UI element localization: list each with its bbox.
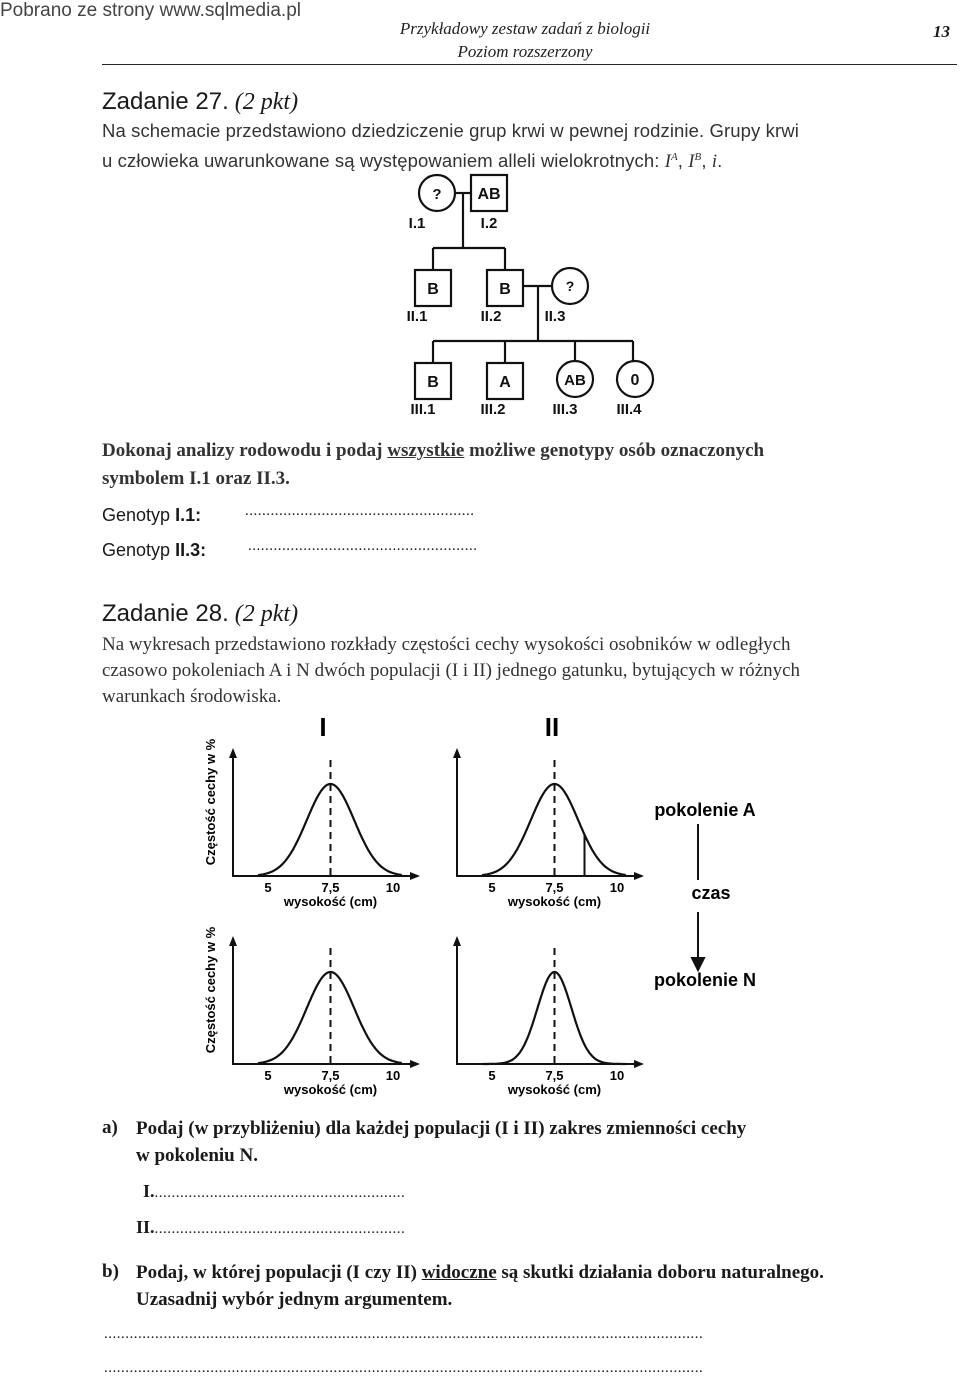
- y-axis-arrow: [229, 748, 237, 758]
- graph-axes: [233, 750, 418, 876]
- allele-IA-sup: A: [670, 151, 678, 163]
- header-subject: Przykładowy zestaw zadań z biologii: [399, 19, 651, 38]
- x-axis-arrow: [410, 872, 420, 880]
- question-b-text: [136, 1259, 954, 1313]
- xlabel: wysokość (cm): [507, 1082, 602, 1097]
- pedigree-I2-label: AB: [477, 186, 501, 203]
- tick-label-5: 5: [264, 1068, 272, 1083]
- ylabel-bottom: Częstość cechy w %: [203, 926, 218, 1054]
- genotype-id-2: II.3:: [175, 540, 207, 560]
- x-axis-arrow: [634, 872, 644, 880]
- label-generation-A: pokolenie A: [654, 800, 756, 820]
- xlabel: wysokość (cm): [283, 1082, 378, 1097]
- graph-axes: [457, 750, 642, 876]
- task27-instruction-line1: [102, 438, 954, 464]
- distribution-graph-4: [453, 936, 644, 1097]
- header-rule: [102, 64, 957, 65]
- genotype-label-1: Genotyp: [102, 505, 171, 525]
- tick-label-7_5: 7,5: [321, 880, 340, 895]
- distribution-graph-2: [453, 748, 644, 909]
- xlabel: wysokość (cm): [507, 894, 602, 909]
- column-label-I: I: [319, 712, 327, 742]
- question-a-text: [136, 1115, 954, 1169]
- task28-intro: [102, 632, 954, 710]
- answer-a-label-II: II.: [136, 1217, 155, 1237]
- answer-a-blank-I[interactable]: ...........................................................: [154, 1185, 406, 1201]
- x-axis-arrow: [410, 1060, 420, 1068]
- pedigree-I1-label: ?: [432, 186, 442, 203]
- page-number: 13: [933, 22, 950, 41]
- genotype-answer-2: [102, 540, 206, 561]
- pedigree-III2-label: A: [499, 374, 511, 391]
- answer-a-blank-II[interactable]: ...........................................................: [154, 1221, 406, 1237]
- tick-label-5: 5: [488, 880, 496, 895]
- task28-intro-line3: warunkach środowiska.: [102, 686, 282, 707]
- header-level: Poziom rozszerzony: [457, 42, 593, 61]
- pedigree-III1-id: III.1: [410, 401, 436, 418]
- task27-points: (2 pkt): [234, 89, 299, 115]
- tick-label-10: 10: [385, 1068, 401, 1083]
- instruction-underlined: wszystkie: [387, 440, 465, 461]
- x-axis-arrow: [634, 1060, 644, 1068]
- y-axis-arrow: [229, 936, 237, 946]
- watermark-text: Pobrano ze strony www.sqlmedia.pl: [0, 0, 301, 21]
- allele-IA-base: I: [664, 152, 671, 173]
- pedigree-III4-label: 0: [630, 372, 640, 389]
- pedigree-I2-id: I.2: [480, 215, 498, 232]
- genotype-id-1: I.1:: [175, 505, 202, 525]
- task28-intro-line1: Na wykresach przedstawiono rozkłady częstości cechy wysokości osobników w odległych: [102, 634, 791, 655]
- answer-a-row1: [143, 1181, 405, 1202]
- pedigree-I1-id: I.1: [408, 215, 426, 232]
- task28-points: (2 pkt): [234, 601, 299, 627]
- pedigree-III1-label: B: [427, 374, 439, 391]
- instruction-text-b: możliwe genotypy osób oznaczonych: [469, 440, 765, 461]
- graph-axes: [233, 938, 418, 1064]
- tick-label-7_5: 7,5: [321, 1068, 340, 1083]
- question-b-label: b): [102, 1261, 119, 1282]
- tick-label-7_5: 7,5: [545, 880, 564, 895]
- y-axis-arrow: [453, 748, 461, 758]
- column-label-II: II: [544, 712, 560, 742]
- distribution-figure: [195, 708, 775, 1106]
- pedigree-II3-label: ?: [565, 278, 575, 294]
- xlabel: wysokość (cm): [283, 894, 378, 909]
- distribution-graph-1: [229, 748, 420, 909]
- allele-IB-base: I: [688, 152, 695, 173]
- tick-label-5: 5: [488, 1068, 496, 1083]
- ylabel-top: Częstość cechy w %: [203, 738, 218, 866]
- task27-intro-line1: Na schemacie przedstawiono dziedziczenie grup krwi w pewnej rodzinie. Grupy krwi: [102, 120, 799, 141]
- question-b-line1: [136, 1259, 954, 1286]
- pedigree-II1-label: B: [427, 281, 439, 298]
- allele-i: i: [711, 152, 718, 173]
- answer-a-label-I: I.: [143, 1181, 155, 1201]
- pedigree-II3-id: II.3: [544, 308, 566, 325]
- distribution-graph-3: [229, 936, 420, 1097]
- tick-label-7_5: 7,5: [545, 1068, 564, 1083]
- question-b-line2: Uzasadnij wybór jednym argumentem.: [136, 1289, 453, 1310]
- task27-instruction: [102, 438, 954, 492]
- pedigree-III3-id: III.3: [552, 401, 578, 418]
- task27-intro: [102, 118, 954, 175]
- tick-label-10: 10: [609, 1068, 625, 1083]
- tick-label-5: 5: [264, 880, 272, 895]
- pedigree-diagram: [385, 168, 675, 424]
- task28-number: Zadanie 28.: [102, 600, 229, 627]
- label-time: czas: [691, 883, 731, 903]
- question-a-line1: Podaj (w przybliżeniu) dla każdej populacji (I i II) zakres zmienności cechy: [136, 1118, 747, 1139]
- genotype-blank-1[interactable]: ......................................................: [245, 503, 475, 519]
- pedigree-III4-id: III.4: [616, 401, 642, 418]
- genotype-blank-2[interactable]: ......................................................: [248, 538, 478, 554]
- question-b-underlined: widoczne: [421, 1262, 497, 1283]
- allele-IB-sup: B: [694, 151, 702, 163]
- question-b-text-a: Podaj, w której populacji (I czy II): [136, 1262, 417, 1283]
- tick-label-10: 10: [609, 880, 625, 895]
- question-a-label: a): [102, 1117, 118, 1138]
- label-generation-N: pokolenie N: [653, 970, 757, 990]
- task27-intro-line2: u człowieka uwarunkowane są występowaniem alleli wielokrotnych: $I^A$, $I^B$, i.: [102, 150, 723, 173]
- answer-b-blank-2[interactable]: .............................................................................................................................................: [104, 1360, 704, 1376]
- pedigree-II2-label: B: [499, 281, 511, 298]
- y-axis-arrow: [453, 936, 461, 946]
- genotype-answer-1: [102, 505, 201, 526]
- task27-number: Zadanie 27.: [102, 88, 229, 115]
- task27-instruction-line2: symbolem I.1 oraz II.3.: [102, 468, 290, 489]
- question-b-text-b: są skutki działania doboru naturalnego.: [501, 1262, 824, 1283]
- instruction-text-a: Dokonaj analizy rodowodu i podaj: [102, 440, 383, 461]
- graph-axes: [457, 938, 642, 1064]
- question-a-line2: w pokoleniu N.: [136, 1145, 258, 1166]
- task27-title: [102, 88, 298, 116]
- task27-intro-line2-text: u człowieka uwarunkowane są występowaniem alleli wielokrotnych:: [102, 150, 660, 172]
- genotype-label-2: Genotyp: [102, 540, 171, 560]
- pedigree-III3-label: AB: [564, 372, 586, 389]
- tick-label-10: 10: [385, 880, 401, 895]
- task28-title: [102, 600, 298, 628]
- answer-b-blank-1[interactable]: .............................................................................................................................................: [104, 1326, 704, 1342]
- pedigree-II2-id: II.2: [480, 308, 502, 325]
- answer-a-row2: [136, 1217, 405, 1238]
- pedigree-III2-id: III.2: [480, 401, 506, 418]
- pedigree-II1-id: II.1: [406, 308, 428, 325]
- task28-intro-line2: czasowo pokoleniach A i N dwóch populacji (I i II) jednego gatunku, bytujących w różnych: [102, 660, 801, 681]
